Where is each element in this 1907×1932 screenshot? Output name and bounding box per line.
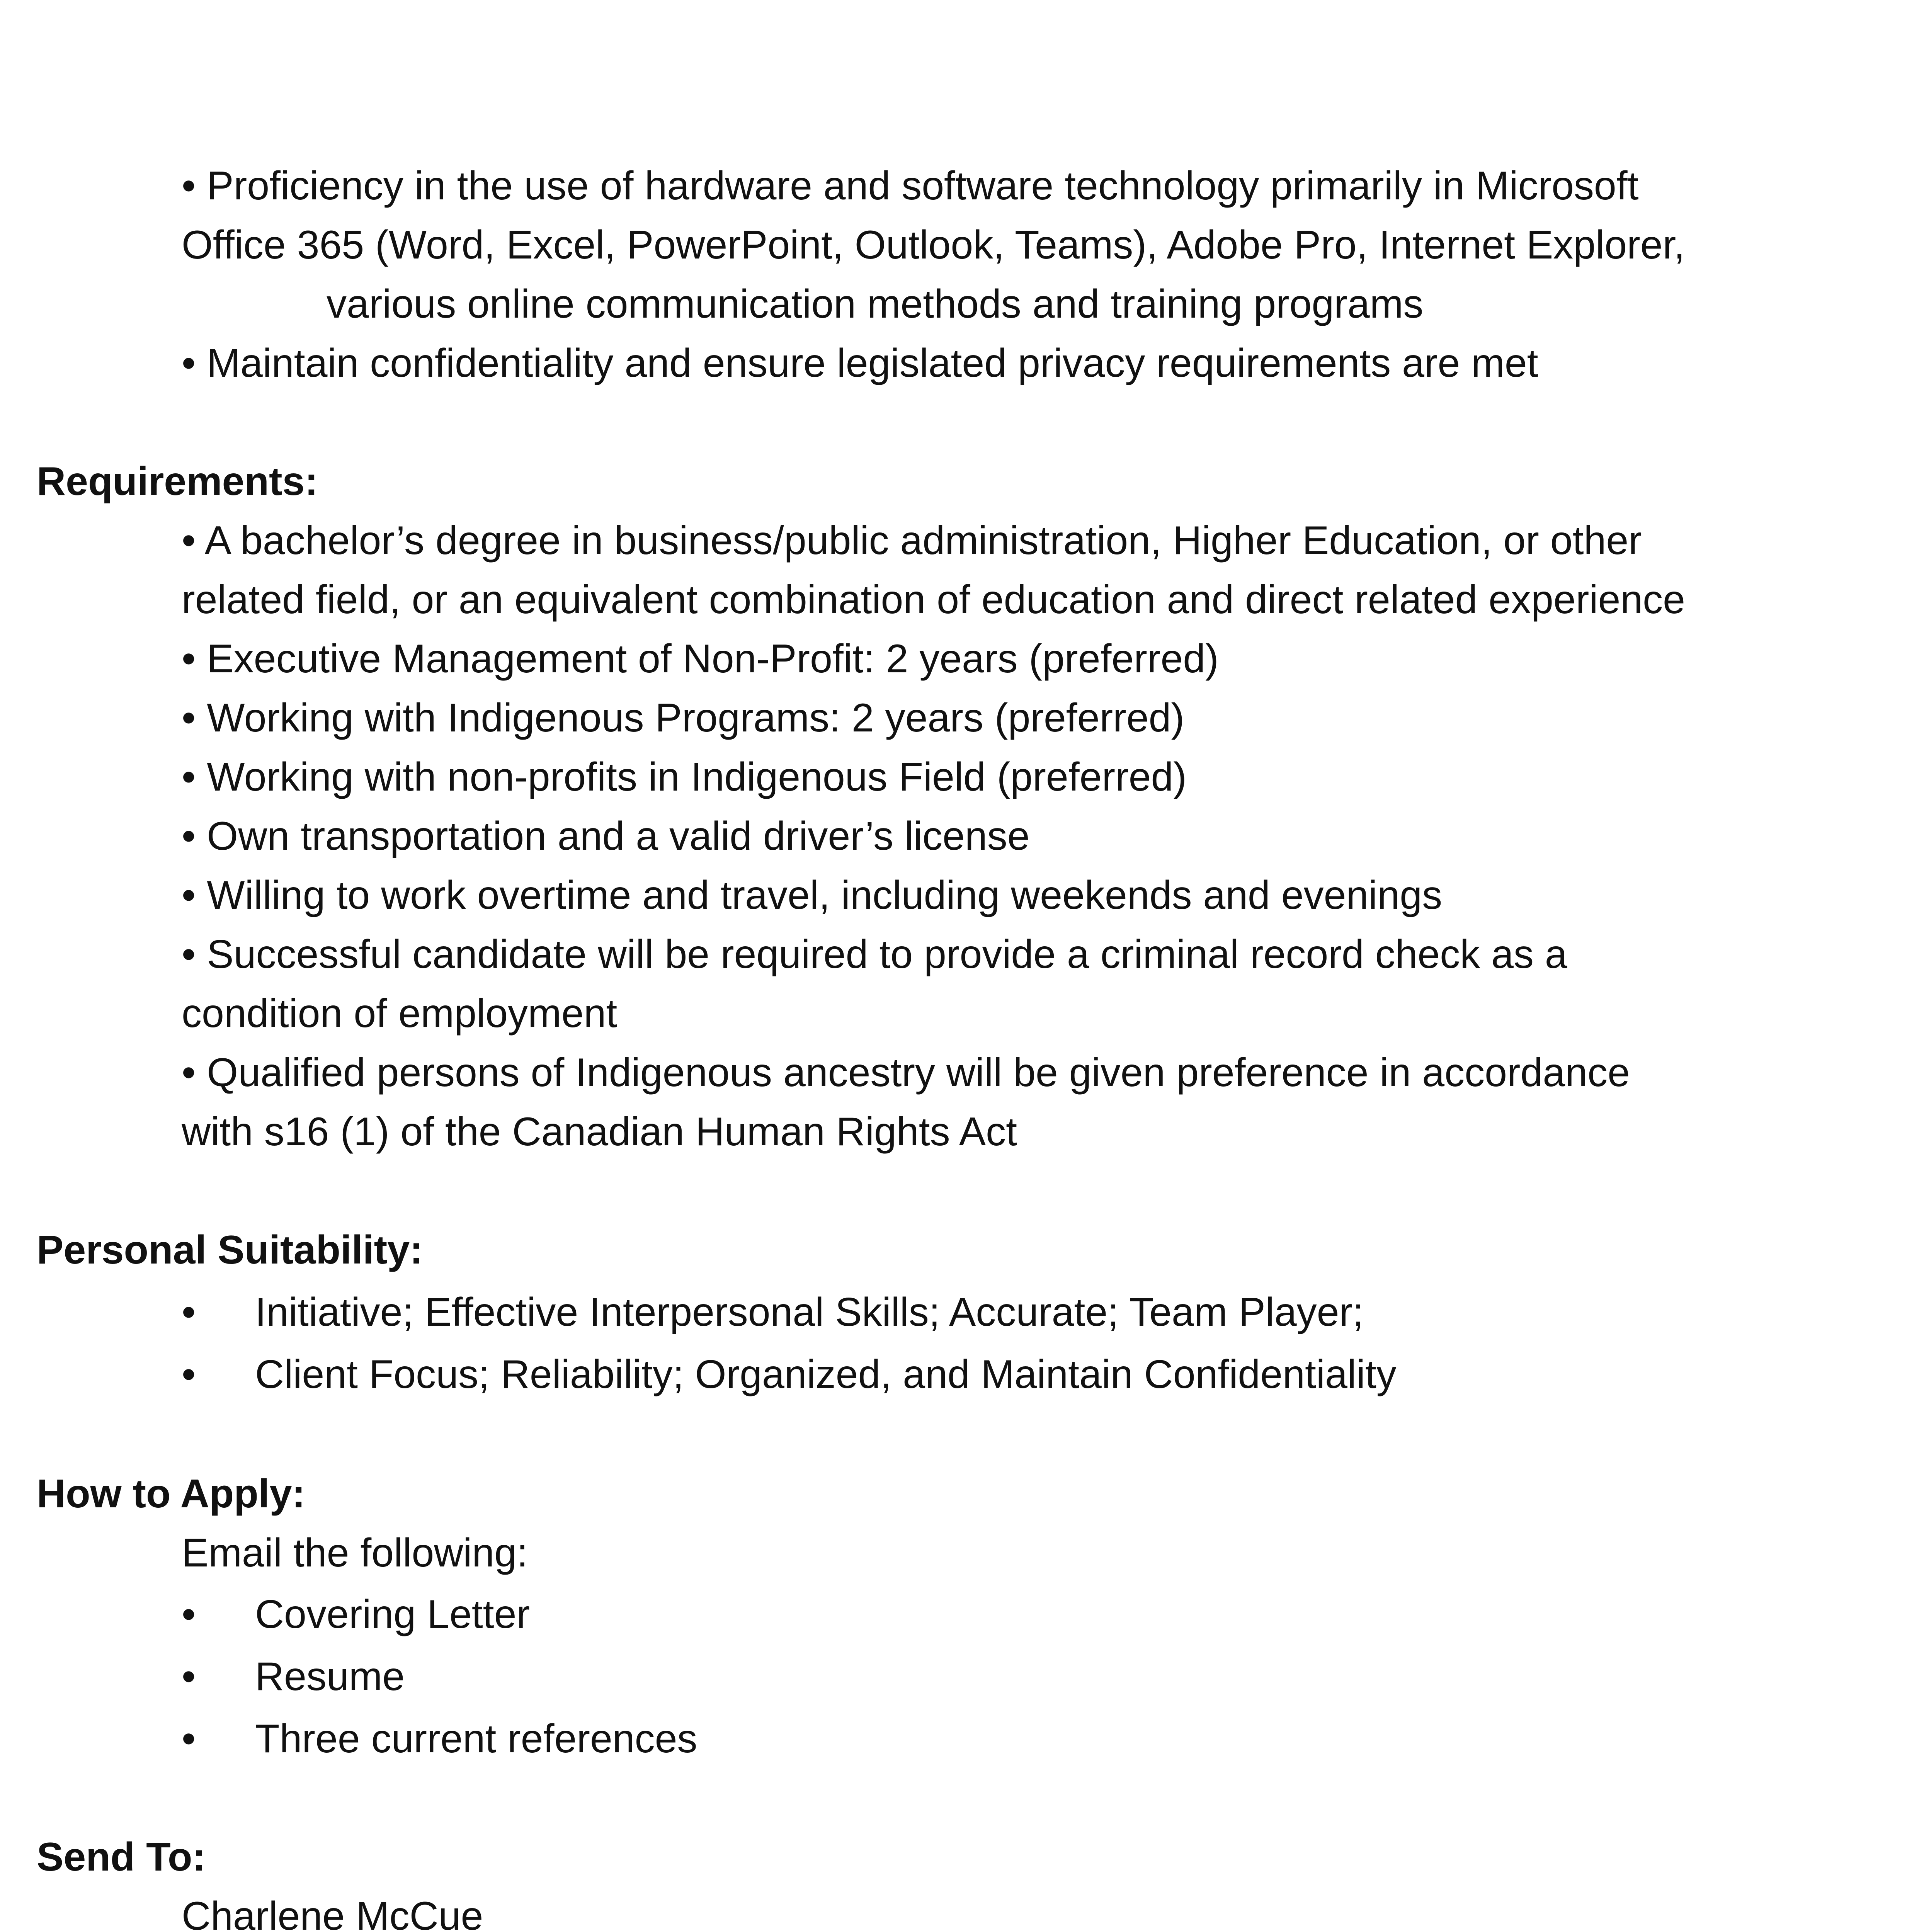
bullet-icon: • bbox=[182, 1716, 196, 1761]
personal-suitability-heading: Personal Suitability: bbox=[37, 1228, 423, 1272]
bullet-icon: • bbox=[182, 1654, 196, 1699]
suitability-item-1: Initiative; Effective Interpersonal Skills; Accurate; Team Player; bbox=[255, 1290, 1364, 1335]
bullet-icon: • bbox=[182, 1290, 196, 1335]
requirement-degree-line-1: • A bachelor’s degree in business/public administration, Higher Education, or other bbox=[182, 518, 1642, 563]
requirement-indigenous-programs: • Working with Indigenous Programs: 2 years (preferred) bbox=[182, 696, 1185, 740]
duty-confidentiality: • Maintain confidentiality and ensure legislated privacy requirements are met bbox=[182, 341, 1538, 386]
requirement-nonprofits: • Working with non-profits in Indigenous Field (preferred) bbox=[182, 755, 1187, 799]
requirement-transportation: • Own transportation and a valid driver’s license bbox=[182, 814, 1030, 859]
duty-proficiency-line-2: Office 365 (Word, Excel, PowerPoint, Outlook, Teams), Adobe Pro, Internet Explorer, bbox=[182, 223, 1685, 267]
send-to-heading: Send To: bbox=[37, 1835, 206, 1879]
requirement-criminal-check-line-2: condition of employment bbox=[182, 991, 618, 1036]
requirement-ancestry-line-2: with s16 (1) of the Canadian Human Rights Act bbox=[182, 1109, 1017, 1154]
apply-item-references: Three current references bbox=[255, 1716, 697, 1761]
apply-item-covering-letter: Covering Letter bbox=[255, 1592, 530, 1637]
suitability-item-2: Client Focus; Reliability; Organized, and Maintain Confidentiality bbox=[255, 1352, 1397, 1397]
requirements-heading: Requirements: bbox=[37, 459, 318, 504]
bullet-icon: • bbox=[182, 1592, 196, 1637]
requirement-criminal-check-line-1: • Successful candidate will be required to provide a criminal record check as a bbox=[182, 932, 1567, 977]
requirement-overtime: • Willing to work overtime and travel, including weekends and evenings bbox=[182, 873, 1443, 918]
requirement-ancestry-line-1: • Qualified persons of Indigenous ancestry will be given preference in accordance bbox=[182, 1050, 1630, 1095]
requirement-degree-line-2: related field, or an equivalent combination of education and direct related experience bbox=[182, 577, 1685, 622]
how-to-apply-intro: Email the following: bbox=[182, 1531, 528, 1575]
how-to-apply-heading: How to Apply: bbox=[37, 1471, 306, 1516]
duty-proficiency-line-1: • Proficiency in the use of hardware and software technology primarily in Microsoft bbox=[182, 163, 1639, 208]
apply-item-resume: Resume bbox=[255, 1654, 405, 1699]
requirement-exec-mgmt: • Executive Management of Non-Profit: 2 years (preferred) bbox=[182, 636, 1219, 681]
duty-proficiency-line-3: various online communication methods and training programs bbox=[327, 282, 1424, 327]
bullet-icon: • bbox=[182, 1352, 196, 1397]
contact-name: Charlene McCue bbox=[182, 1894, 483, 1932]
